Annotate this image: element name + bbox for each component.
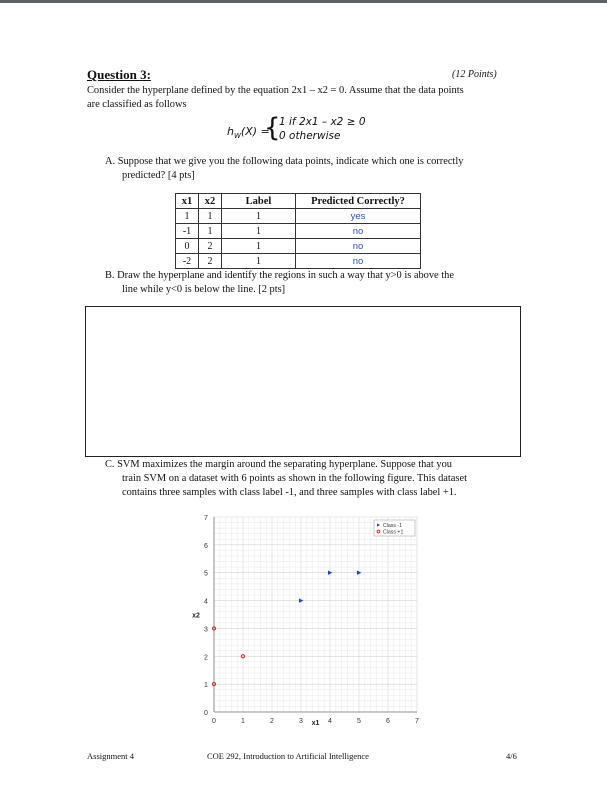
x-tick-label: 0 — [212, 718, 216, 725]
cell-x1: -2 — [176, 254, 199, 269]
data-points-table — [175, 193, 421, 269]
cell-label: 1 — [222, 254, 296, 269]
cell-label: 1 — [222, 239, 296, 254]
footer-left: Assignment 4 — [87, 751, 134, 761]
table-header-row — [176, 194, 421, 209]
cell-x2: 2 — [199, 254, 222, 269]
table-row — [176, 224, 421, 239]
y-tick-label: 3 — [204, 626, 208, 634]
cell-predicted: yes — [296, 209, 421, 224]
cell-x2: 1 — [199, 224, 222, 239]
formula-lhs: $h_W(X)$ = — [227, 125, 270, 141]
header-x1: x1 — [176, 194, 199, 209]
x-axis-label: x1 — [311, 720, 320, 727]
header-x2: x2 — [199, 194, 222, 209]
part-c-line-3: contains three samples with class label -1, and three samples with class label +1. — [122, 487, 457, 498]
part-b-line-1: B. Draw the hyperplane and identify the regions in such a way that y>0 is above the — [105, 270, 454, 281]
question-title: Question 3: — [87, 67, 151, 82]
y-axis-label: x2 — [192, 612, 200, 620]
part-c-line-1: C. SVM maximizes the margin around the separating hyperplane. Suppose that you — [105, 459, 452, 470]
legend-label: Class -1 — [383, 523, 403, 529]
footer-right: 4/6 — [506, 751, 517, 761]
cell-x1: 1 — [176, 209, 199, 224]
part-c-line-2: train SVM on a dataset with 6 points as shown in the following figure. This dataset — [122, 473, 467, 484]
cell-predicted: no — [296, 254, 421, 269]
header-predicted: Predicted Correctly? — [296, 194, 421, 209]
formula-brace: { — [264, 113, 281, 143]
x-tick-label: 6 — [386, 718, 390, 725]
window-top-bar — [0, 0, 607, 3]
part-a-line-1: A. Suppose that we give you the following data points, indicate which one is correctly — [105, 156, 464, 167]
cell-x2: 2 — [199, 239, 222, 254]
answer-drawing-box[interactable] — [85, 306, 521, 457]
formula-case-0: 0 otherwise — [279, 130, 341, 142]
svm-scatter-chart — [190, 505, 430, 730]
cell-x1: 0 — [176, 239, 199, 254]
y-tick-label: 6 — [204, 542, 208, 550]
y-tick-label: 4 — [204, 598, 208, 606]
y-tick-label: 7 — [204, 515, 208, 522]
x-tick-label: 3 — [299, 718, 303, 725]
part-b-line-2: line while y<0 is below the line. [2 pts] — [122, 284, 286, 295]
table-row — [176, 239, 421, 254]
intro-line-1: Consider the hyperplane defined by the equation 2x1 – x2 = 0. Assume that the data points — [87, 85, 464, 96]
y-tick-label: 1 — [204, 682, 208, 690]
cell-predicted: no — [296, 239, 421, 254]
formula-case-1: 1 if 2x1 – x2 ≥ 0 — [279, 116, 366, 128]
table-row — [176, 209, 421, 224]
cell-label: 1 — [222, 209, 296, 224]
cell-label: 1 — [222, 224, 296, 239]
y-tick-label: 2 — [204, 654, 208, 662]
x-tick-label: 5 — [357, 718, 361, 725]
intro-line-2: are classified as follows — [87, 99, 187, 110]
y-tick-label: 5 — [204, 570, 208, 578]
x-tick-label: 1 — [241, 718, 245, 725]
footer-center: COE 292, Introduction to Artificial Intelligence — [207, 751, 369, 761]
question-points: (12 Points) — [452, 69, 497, 80]
cell-predicted: no — [296, 224, 421, 239]
part-a-line-2: predicted? [4 pts] — [122, 170, 195, 181]
cell-x1: -1 — [176, 224, 199, 239]
legend-label: Class +1 — [383, 529, 404, 536]
x-tick-label: 2 — [270, 718, 274, 725]
x-tick-label: 7 — [415, 718, 419, 725]
table-row — [176, 254, 421, 269]
x-tick-label: 4 — [328, 718, 332, 725]
cell-x2: 1 — [199, 209, 222, 224]
header-label: Label — [222, 194, 296, 209]
y-tick-label: 0 — [204, 710, 208, 717]
